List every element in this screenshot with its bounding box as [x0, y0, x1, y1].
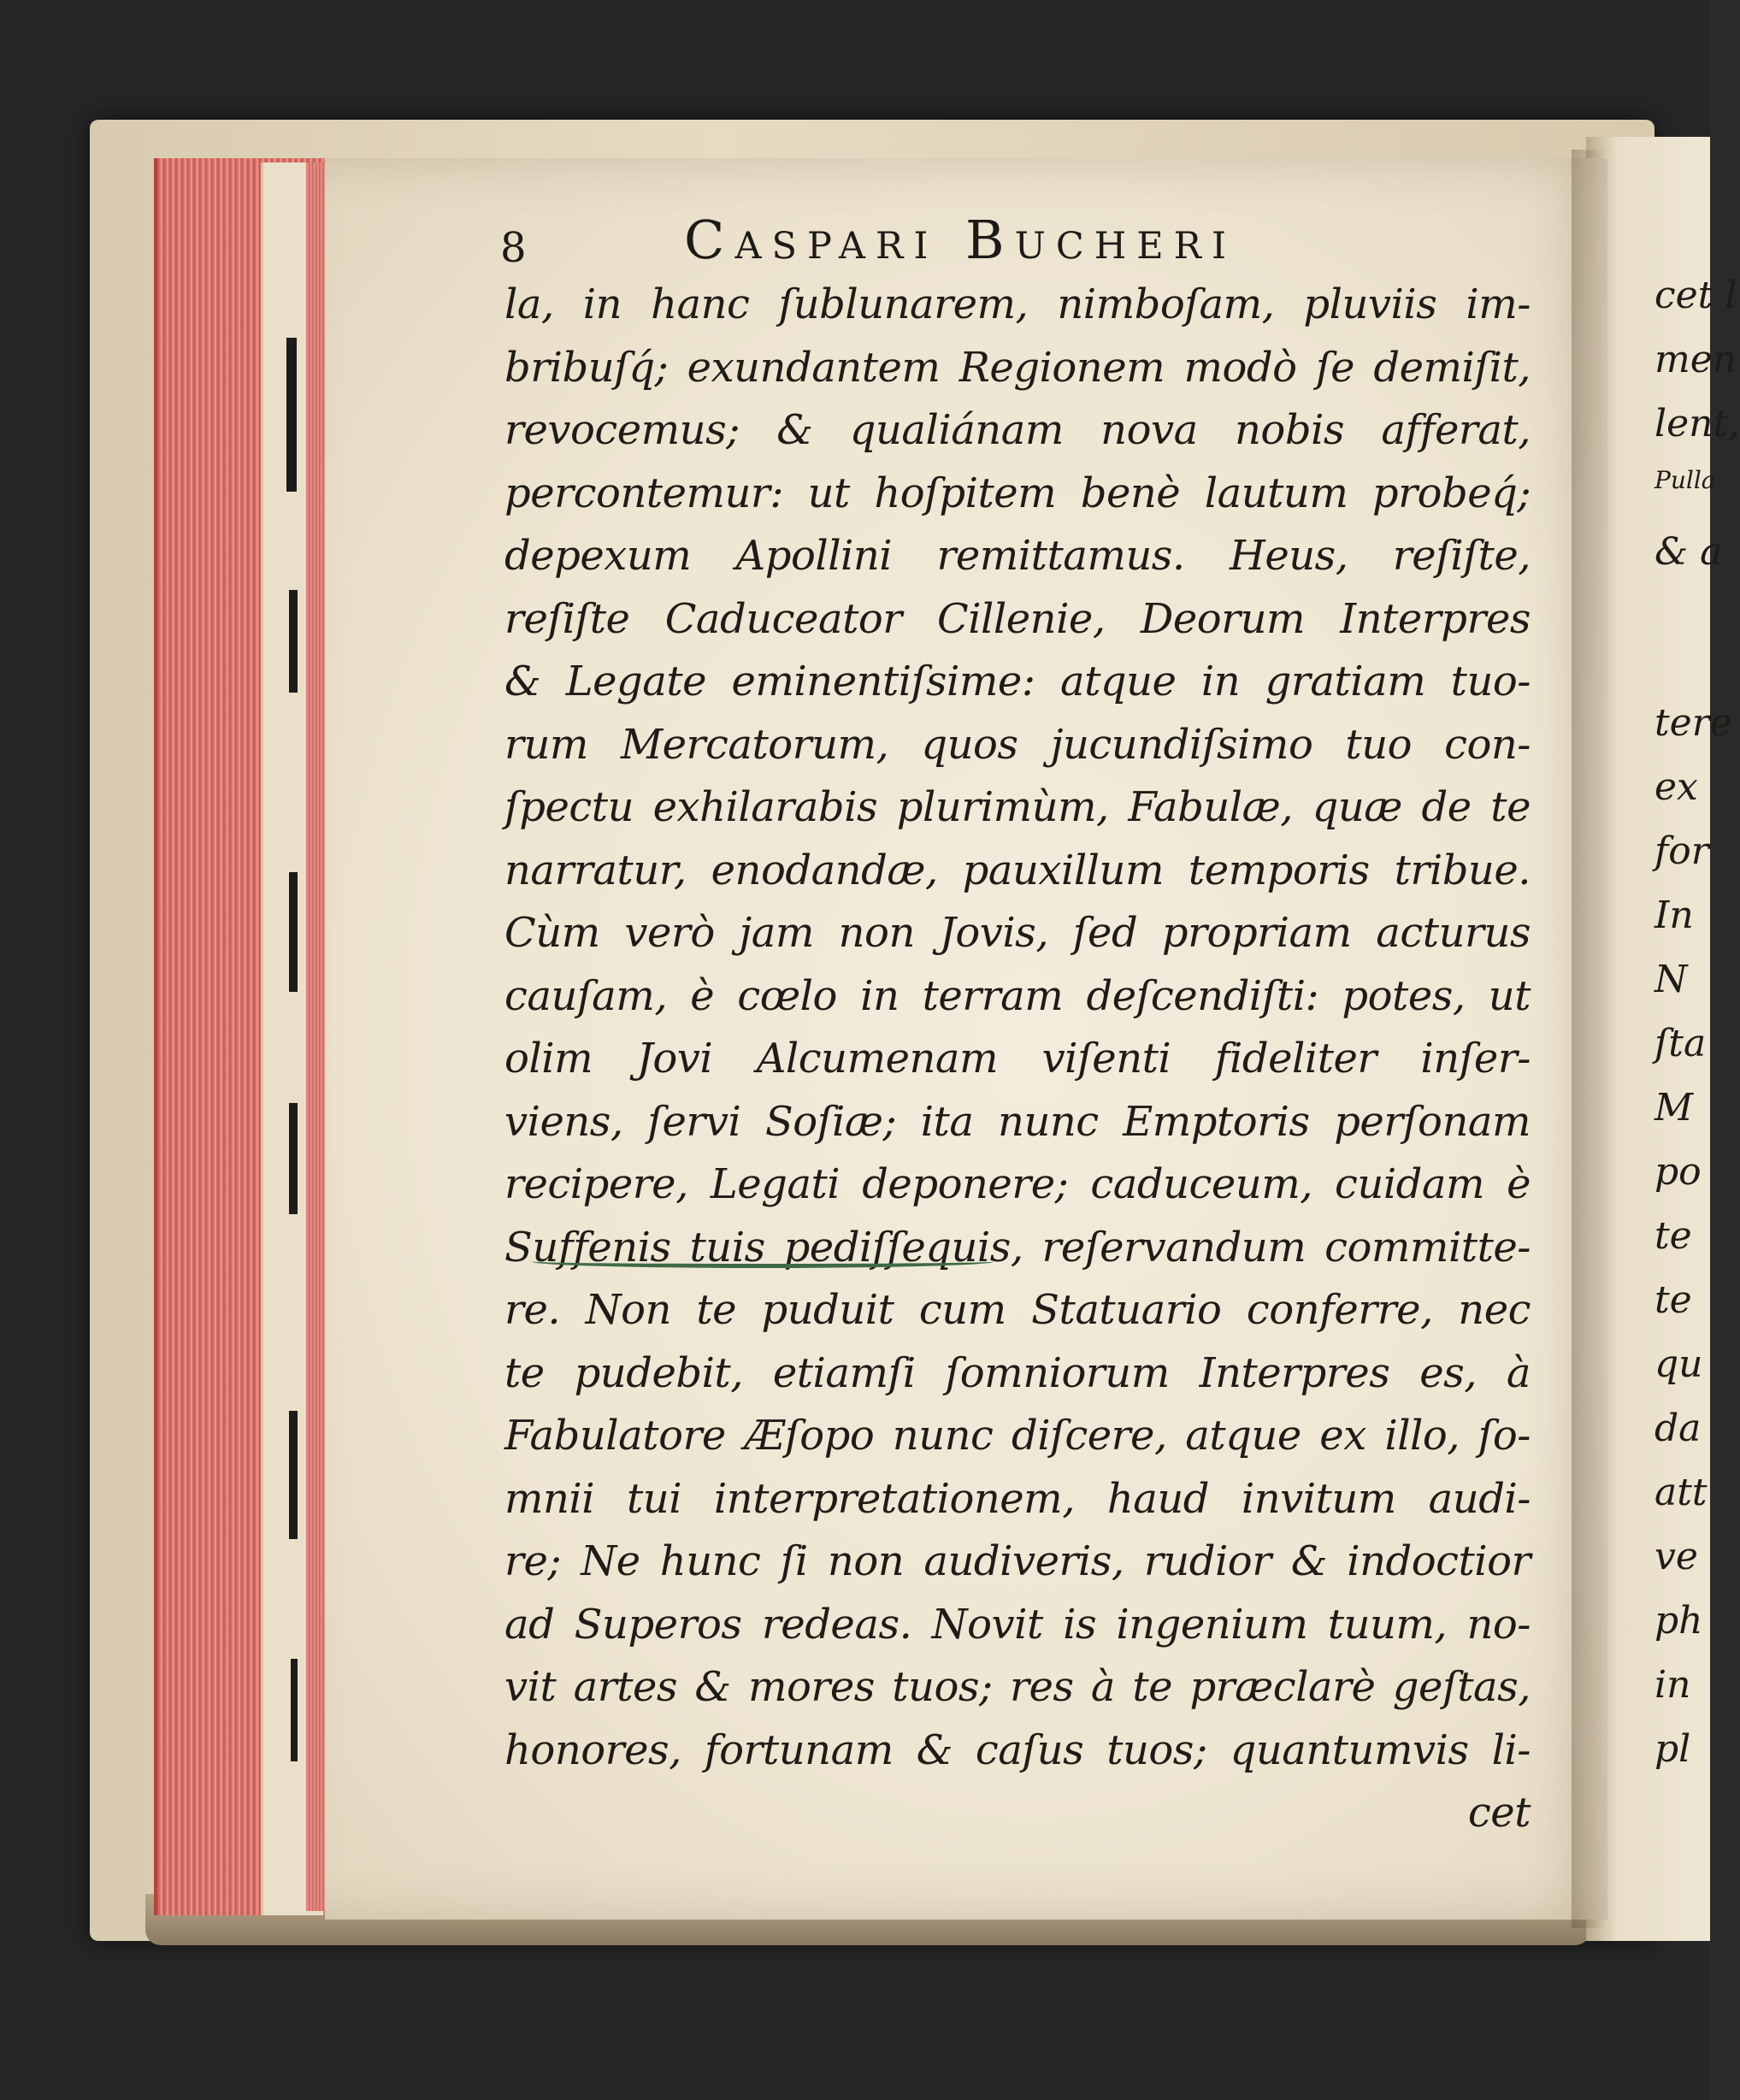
- next-page-fragment: te: [1654, 1278, 1692, 1322]
- text-line: ſpectu exhilarabis plurimùm, Fabulæ, quæ de te: [504, 783, 1531, 831]
- page-tab-mark: [291, 1659, 298, 1761]
- next-page-fragment: ve: [1654, 1535, 1698, 1578]
- next-page-fragment: ſta: [1654, 1022, 1707, 1065]
- text-line: & Legate eminentiſsime: atque in gratiam tuo-: [504, 658, 1531, 705]
- page-tab-mark: [289, 590, 298, 693]
- page-tab-mark: [289, 1103, 298, 1214]
- text-line: bribuſq́; exundantem Regionem modò ſe demiſit,: [504, 343, 1531, 392]
- catchword: cet: [1467, 1789, 1531, 1837]
- gutter-shadow: [1572, 150, 1606, 1928]
- handwritten-underline: [532, 1255, 994, 1268]
- text-line: reſiſte Caduceator Cillenie, Deorum Interpres: [504, 594, 1531, 643]
- text-line: re. Non te puduit cum Statuario conferre, nec: [504, 1286, 1531, 1334]
- text-line: rum Mercatorum, quos jucundiſsimo tuo con-: [504, 720, 1531, 769]
- body-text: [504, 274, 1531, 1845]
- page-number: 8: [500, 224, 527, 272]
- text-line: re; Ne hunc ſi non audiveris, rudior & indoctior: [504, 1537, 1531, 1585]
- next-page-fragment: men: [1654, 338, 1737, 381]
- next-page-fragment: cet l: [1654, 274, 1737, 317]
- next-page-fragment: po: [1654, 1150, 1702, 1194]
- text-line: Suffenis tuis pediſſequis, reſervandum committe-: [504, 1223, 1531, 1271]
- text-line: recipere, Legati deponere; caduceum, cuidam è: [504, 1160, 1531, 1208]
- text-line: te pudebit, etiamſi ſomniorum Interpres es, à: [504, 1348, 1531, 1397]
- next-page-fragment: pl: [1654, 1727, 1691, 1771]
- next-page-fragment: ex: [1654, 765, 1698, 809]
- next-page-fragment: lent,: [1654, 402, 1740, 445]
- next-page-fragment: for: [1654, 829, 1709, 873]
- next-page-fragment: Pulla: [1654, 466, 1716, 494]
- page-tab-mark: [289, 1411, 298, 1539]
- page-tab-mark: [289, 872, 298, 992]
- text-line: viens, ſervi Soſiæ; ita nunc Emptoris perſonam: [504, 1097, 1531, 1146]
- next-page-fragment: att: [1654, 1471, 1708, 1514]
- next-page-fragment: da: [1654, 1407, 1702, 1450]
- running-head: Caspari Bucheri: [684, 209, 1237, 271]
- text-line: Fabulatore Æſopo nunc diſcere, atque ex illo, ſo-: [504, 1412, 1531, 1460]
- text-line: mnii tui interpretationem, haud invitum audi-: [504, 1474, 1531, 1523]
- next-page-fragment: te: [1654, 1214, 1692, 1258]
- text-line: la, in hanc ſublunarem, nimboſam, pluviis im-: [504, 280, 1531, 328]
- next-page-fragment: qu: [1654, 1342, 1703, 1386]
- next-page-fragment: ph: [1654, 1599, 1703, 1643]
- text-line: percontemur: ut hoſpitem benè lautum probeq́;: [504, 469, 1531, 517]
- text-line: ad Superos redeas. Novit is ingenium tuum, no-: [504, 1600, 1531, 1649]
- next-page-fragment: & a: [1654, 530, 1723, 574]
- page-tab-mark: [286, 338, 297, 492]
- next-page-fragment: In: [1654, 894, 1694, 937]
- text-line: cauſam, è cœlo in terram deſcendiſti: potes, ut: [504, 971, 1531, 1020]
- next-page-fragment: N: [1654, 958, 1688, 1001]
- text-line: honores, fortunam & caſus tuos; quantumvis li-: [504, 1725, 1531, 1774]
- text-line: vit artes & mores tuos; res à te præclarè geſtas,: [504, 1663, 1531, 1711]
- text-line: narratur, enodandæ, pauxillum temporis tribue.: [504, 846, 1531, 894]
- next-page-fragment: tere: [1654, 701, 1732, 745]
- text-line: olim Jovi Alcumenam viſenti fideliter inſer-: [504, 1035, 1531, 1082]
- next-page-fragment: M: [1654, 1086, 1694, 1130]
- text-line: revocemus; & qualiánam nova nobis afferat,: [504, 406, 1531, 454]
- text-line: depexum Apollini remittamus. Heus, reſiſte,: [504, 532, 1531, 580]
- text-line: Cùm verò jam non Jovis, ſed propriam acturus: [504, 909, 1531, 957]
- next-page-fragment: in: [1654, 1663, 1691, 1707]
